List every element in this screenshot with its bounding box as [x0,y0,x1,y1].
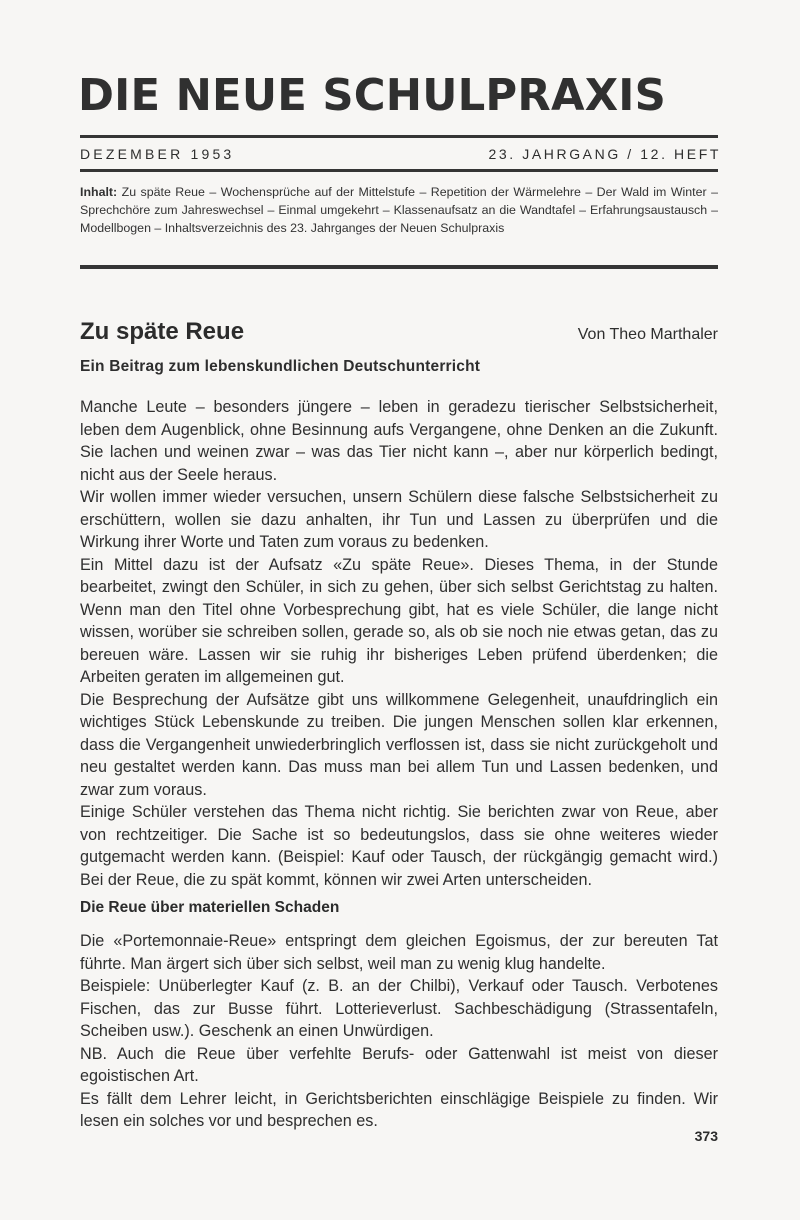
table-of-contents [80,183,718,237]
issue-date: DEZEMBER 1953 [80,146,235,162]
volume-issue: 23. JAHRGANG / 12. HEFT [488,146,721,162]
paragraph: Manche Leute – besonders jüngere – leben in geradezu tierischer Selbstsicherheit, leben dem Augenblick, ohne Besinnung aufs Vergangene, ohne Denken an die Zukunft. Sie lachen und weinen zwar – was das Tier nicht kann –, aber nur körperlich bedingt, nicht aus der Seele heraus. [80,398,718,484]
contents-text: Zu späte Reue – Wochensprüche auf der Mittelstufe – Repetition der Wärmelehre – Der Wald im Winter – Sprechchöre zum Jahreswechsel – Einmal umgekehrt – Klassenaufsatz an die Wandtafel – Erfahrungsaustausch – Modellbogen – Inhaltsverzeichnis des 23. Jahrganges der Neuen Schulpraxis [80,185,718,235]
masthead-rule-bottom [80,169,718,172]
paragraph: Einige Schüler verstehen das Thema nicht richtig. Sie berichten zwar von Reue, aber von rechtzeitiger. Die Sache ist so bedeutungslos, dass sie ohne weiteres wieder gutgemacht werden kann. (Beispiel: Kauf oder Tausch, der rückgängig gemacht wird.) Bei der Reue, die zu spät kommt, können wir zwei Arten unterscheiden. [80,803,718,889]
paragraph: Die «Portemonnaie-Reue» entspringt dem gleichen Egoismus, der zur bereuten Tat führte. Man ärgert sich über sich selbst, weil man zu wenig klug handelte. [80,932,718,973]
article-subtitle: Ein Beitrag zum lebenskundlichen Deutschunterricht [80,358,481,375]
article-author: Von Theo Marthaler [577,326,718,343]
section-body [80,930,718,1133]
paragraph: NB. Auch die Reue über verfehlte Berufs- oder Gattenwahl ist meist von dieser egoistischen Art. [80,1044,718,1085]
paragraph: Es fällt dem Lehrer leicht, in Gerichtsberichten einschlägige Beispiele zu finden. Wir lesen ein solches vor und besprechen es. [80,1089,718,1130]
paragraph: Wir wollen immer wieder versuchen, unsern Schülern diese falsche Selbstsicherheit zu erschüttern, wollen sie dazu anhalten, ihr Tun und Lassen zu überprüfen und die Wirkung ihrer Worte und Taten zum voraus zu bedenken. [80,488,718,551]
article-header [80,318,718,346]
masthead-rule-top [80,135,718,138]
issue-line [80,146,721,162]
contents-rule [80,265,718,269]
journal-title: DIE NEUE SCHULPRAXIS [78,70,667,121]
article-title: Zu späte Reue [80,318,245,345]
paragraph: Ein Mittel dazu ist der Aufsatz «Zu späte Reue». Dieses Thema, in der Stunde bearbeitet, zwingt den Schüler, in sich zu gehen, über sich selbst Gerichtstag zu halten. Wenn man den Titel ohne Vorbesprechung gibt, hat es viele Schüler, die lange nicht wissen, worüber sie schreiben sollen, gerade so, als ob sie noch nie etwas getan, das zu bereuen wäre. Lassen wir sie ruhig ihr bisheriges Leben prüfend überdenken; die Arbeiten geraten im allgemeinen gut. [80,555,718,686]
contents-label: Inhalt: [80,185,118,199]
page-number: 373 [694,1128,718,1144]
article-body [80,396,718,891]
paragraph: Beispiele: Unüberlegter Kauf (z. B. an der Chilbi), Verkauf oder Tausch. Verbotenes Fischen, das zur Busse führt. Lotterieverlust. Sachbeschädigung (Strassentafeln, Scheiben usw.). Geschenk an einen Unwürdigen. [80,977,718,1040]
section-heading: Die Reue über materiellen Schaden [80,899,340,916]
paragraph: Die Besprechung der Aufsätze gibt uns willkommene Gelegenheit, unaufdringlich ein wichtiges Stück Lebenskunde zu treiben. Die jungen Menschen sollen klar erkennen, dass die Vergangenheit unwiederbringlich verflossen ist, dass sie nicht zurückgeholt und neu gestaltet werden kann. Das muss man bei allem Tun und Lassen bedenken, und zwar zum voraus. [80,690,718,799]
